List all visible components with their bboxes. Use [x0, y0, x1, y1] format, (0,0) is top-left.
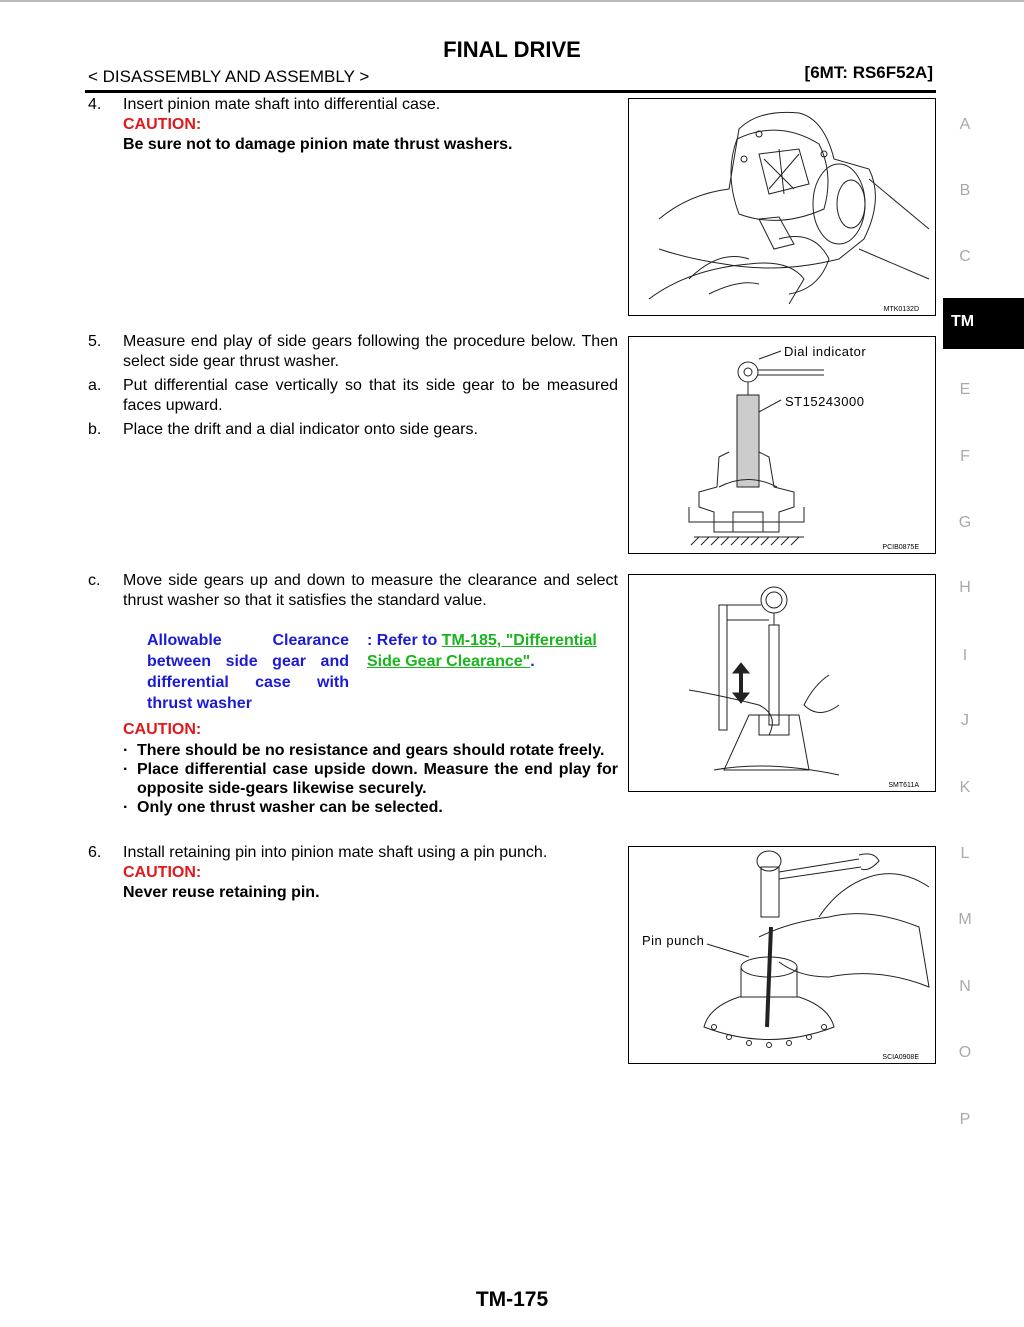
- caution-item: · There should be no resistance and gears should rotate freely.: [123, 742, 605, 759]
- figure-id: MTK0132D: [883, 306, 919, 313]
- caution-item-text: Place differential case upside down. Measure the end play for opposite side-gears likewise securely.: [137, 761, 618, 797]
- step-5c: [88, 571, 618, 611]
- tab-m[interactable]: M: [958, 911, 972, 928]
- step-text: Measure end play of side gears following the procedure below. Then select side gear thrust washer.: [123, 333, 618, 370]
- step-text: Move side gears up and down to measure the clearance and select thrust washer so that it satisfies the standard value.: [123, 572, 618, 609]
- tab-i[interactable]: I: [962, 647, 968, 664]
- step-5b: [88, 420, 618, 440]
- step-4: [88, 95, 618, 155]
- caution-label: CAUTION:: [123, 116, 202, 133]
- tab-g[interactable]: G: [958, 514, 972, 531]
- caution-item: · Only one thrust washer can be selected.: [123, 799, 443, 816]
- caution-item: · Place differential case upside down. Measure the end play for opposite side-gears likewise securely.: [123, 761, 618, 797]
- tab-l[interactable]: L: [960, 845, 970, 862]
- tab-p[interactable]: P: [959, 1111, 971, 1128]
- step-6: [88, 843, 618, 903]
- tab-k[interactable]: K: [959, 779, 971, 796]
- figure-pin-punch: [628, 846, 936, 1064]
- step-5a: [88, 376, 618, 416]
- tab-tm-active[interactable]: [943, 298, 1024, 349]
- header-rule: [85, 90, 936, 93]
- caution-list: [123, 741, 618, 817]
- tab-a[interactable]: A: [959, 116, 971, 133]
- tab-c[interactable]: C: [959, 248, 971, 265]
- step-number: a.: [88, 377, 102, 394]
- tab-label: TM: [951, 313, 975, 330]
- step-text: Place the drift and a dial indicator onto side gears.: [123, 421, 478, 438]
- tab-o[interactable]: O: [958, 1044, 972, 1061]
- step-5: [88, 332, 618, 372]
- caution-item-text: Only one thrust washer can be selected.: [137, 799, 443, 816]
- tab-n[interactable]: N: [959, 978, 971, 995]
- step-number: 6.: [88, 844, 102, 861]
- spec-suffix: .: [530, 653, 535, 670]
- caution-text: Never reuse retaining pin.: [123, 884, 320, 901]
- page-number: TM-175: [475, 1288, 549, 1311]
- figure-dial-indicator-setup: [628, 336, 936, 554]
- callout-dial-indicator: Dial indicator: [784, 344, 867, 359]
- caution-item-text: There should be no resistance and gears should rotate freely.: [137, 742, 605, 759]
- figure-id: SCIA0908E: [882, 1054, 919, 1061]
- tab-h[interactable]: H: [959, 579, 971, 596]
- callout-pin-punch: Pin punch: [642, 933, 705, 948]
- spec-reference-link[interactable]: TM-185, "Differential Side Gear Clearance": [367, 632, 597, 670]
- spec-prefix: : Refer to: [367, 632, 442, 649]
- top-border: [0, 0, 1024, 2]
- step-text: Install retaining pin into pinion mate shaft using a pin punch.: [123, 844, 548, 861]
- step-number: 4.: [88, 96, 102, 113]
- tab-j[interactable]: J: [961, 712, 969, 729]
- figure-clearance-measurement: [628, 574, 936, 792]
- figure-id: SMT611A: [888, 782, 919, 789]
- caution-text: Be sure not to damage pinion mate thrust washers.: [123, 136, 513, 153]
- caution-label: CAUTION:: [123, 721, 202, 738]
- step-number: c.: [88, 572, 101, 589]
- spec-label: Allowable Clearance between side gear and differential case with thrust washer: [147, 632, 349, 712]
- model-code: [6MT: RS6F52A]: [804, 63, 933, 82]
- page-title: FINAL DRIVE: [443, 37, 581, 62]
- tab-f[interactable]: F: [960, 448, 970, 465]
- tab-e[interactable]: E: [959, 381, 971, 398]
- figure-pinion-shaft-insertion: [628, 98, 936, 316]
- step-text: Put differential case vertically so that its side gear to be measured faces upward.: [123, 377, 618, 414]
- tab-b[interactable]: B: [959, 182, 971, 199]
- callout-tool-number: ST15243000: [785, 394, 865, 409]
- figure-id: PCIB0875E: [882, 544, 919, 551]
- step-number: 5.: [88, 333, 102, 350]
- spec-value: [367, 630, 617, 672]
- step-number: b.: [88, 421, 102, 438]
- caution-label: CAUTION:: [123, 864, 202, 881]
- section-breadcrumb: < DISASSEMBLY AND ASSEMBLY >: [88, 67, 370, 86]
- step-text: Insert pinion mate shaft into differential case.: [123, 96, 441, 113]
